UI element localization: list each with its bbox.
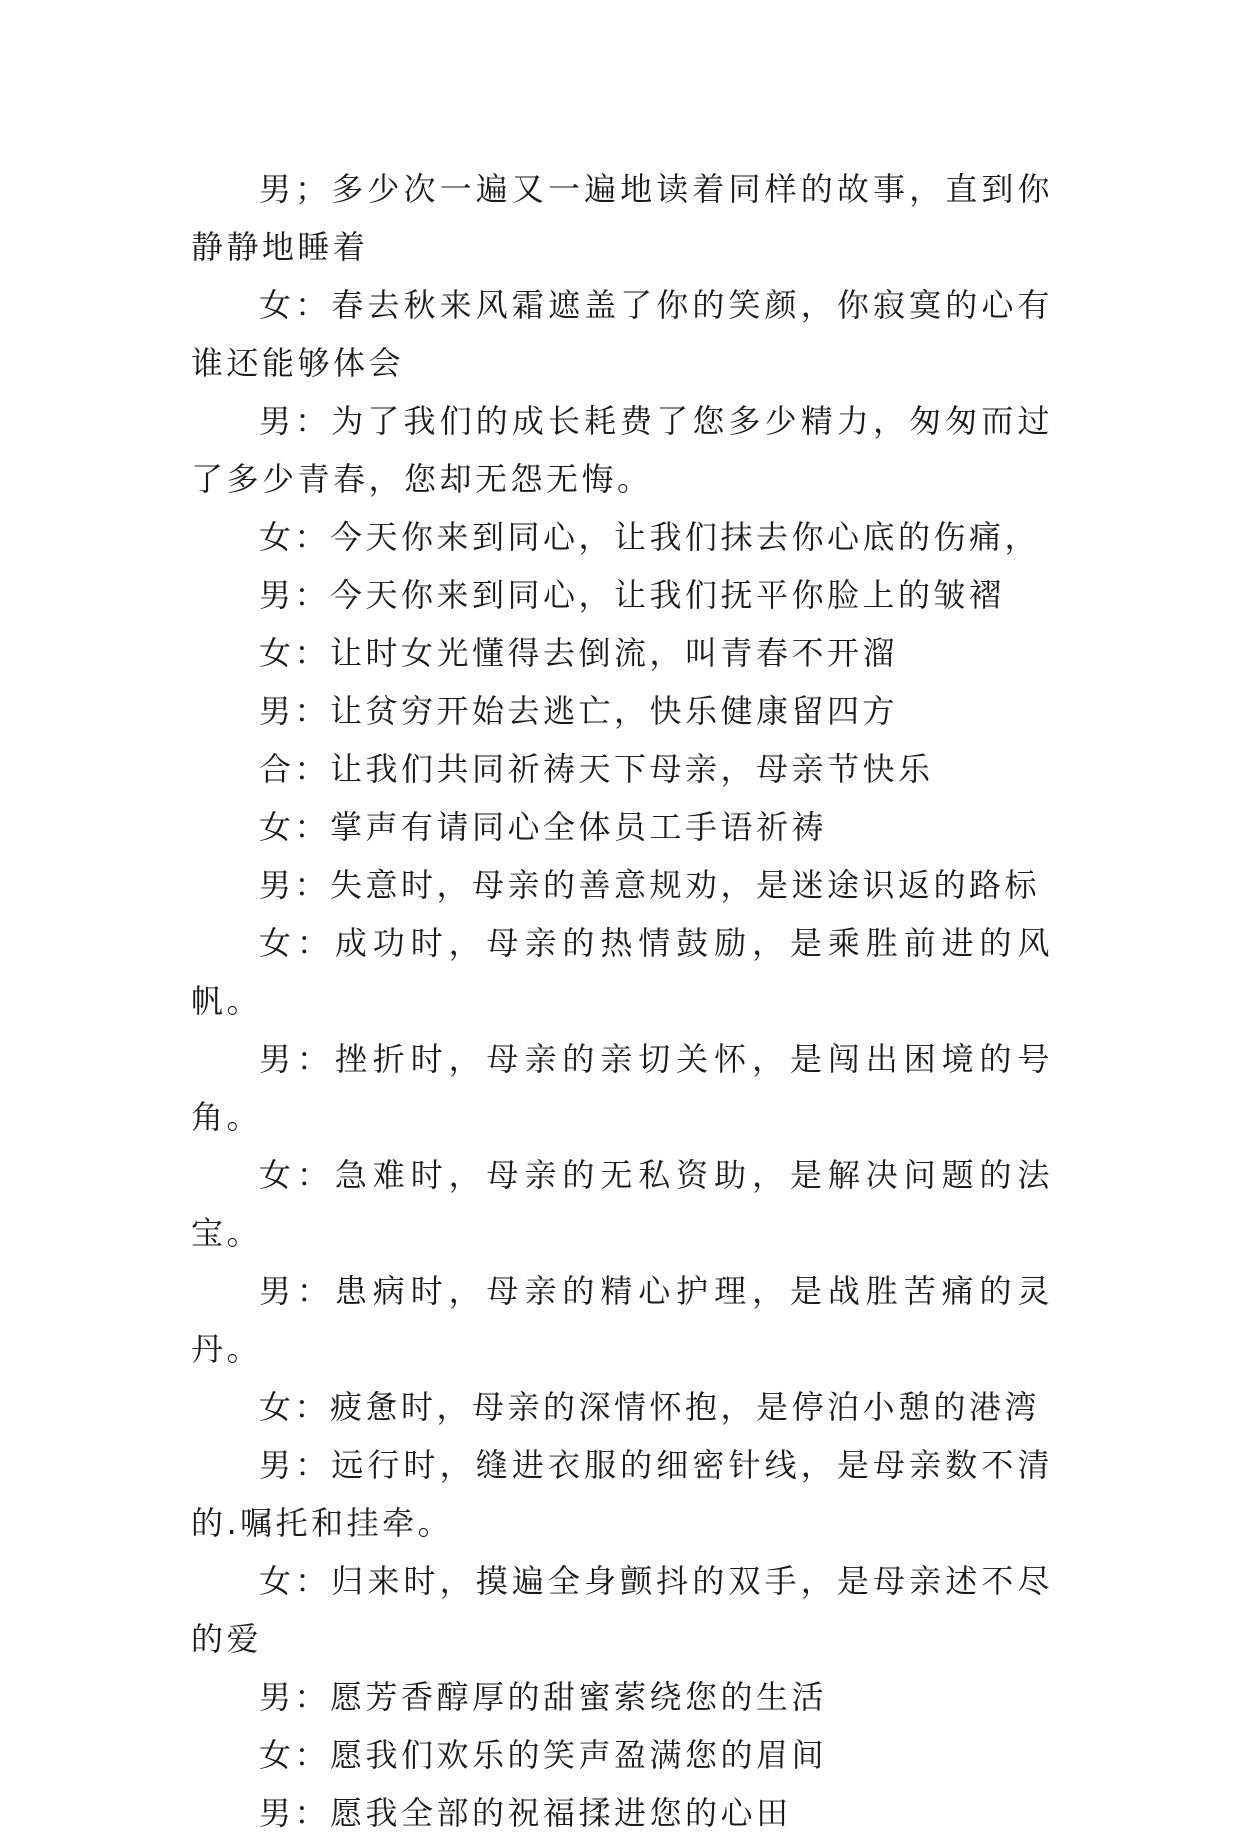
dialogue-line-3: 男：为了我们的成长耗费了您多少精力，匆匆而过了多少青春，您却无怨无悔。 [191,402,1053,498]
dialogue-line-4: 女：今天你来到同心，让我们抹去你心底的伤痛， [259,518,1041,556]
dialogue-line-1: 男；多少次一遍又一遍地读着同样的故事，直到你静静地睡着 [191,170,1053,266]
dialogue-line-2: 女：春去秋来风霜遮盖了你的笑颜，你寂寞的心有谁还能够体会 [191,286,1053,382]
dialogue-line-13: 女：急难时，母亲的无私资助，是解决问题的法宝。 [191,1156,1053,1252]
dialogue-line-19: 女：愿我们欢乐的笑声盈满您的眉间 [259,1736,828,1774]
dialogue-line-7: 男：让贫穷开始去逃亡，快乐健康留四方 [259,692,899,730]
dialogue-line-9: 女：掌声有请同心全体员工手语祈祷 [259,808,828,846]
dialogue-line-18: 男：愿芳香醇厚的甜蜜萦绕您的生活 [259,1678,828,1716]
dialogue-line-15: 女：疲惫时，母亲的深情怀抱，是停泊小憩的港湾 [259,1388,1041,1426]
dialogue-line-20: 男：愿我全部的祝福揉进您的心田 [259,1794,792,1832]
dialogue-line-8: 合：让我们共同祈祷天下母亲，母亲节快乐 [259,750,934,788]
dialogue-line-10: 男：失意时，母亲的善意规劝，是迷途识返的路标 [259,866,1041,904]
dialogue-line-11: 女：成功时，母亲的热情鼓励，是乘胜前进的风帆。 [191,924,1053,1020]
dialogue-line-14: 男：患病时，母亲的精心护理，是战胜苦痛的灵丹。 [191,1272,1053,1368]
dialogue-line-5: 男：今天你来到同心，让我们抚平你脸上的皱褶 [259,576,1005,614]
dialogue-line-16: 男：远行时，缝进衣服的细密针线，是母亲数不清的.嘱托和挂牵。 [191,1446,1053,1542]
document-body [191,160,1053,1842]
dialogue-line-6: 女：让时女光懂得去倒流，叫青春不开溜 [259,634,899,672]
dialogue-line-12: 男：挫折时，母亲的亲切关怀，是闯出困境的号角。 [191,1040,1053,1136]
dialogue-line-17: 女：归来时，摸遍全身颤抖的双手，是母亲述不尽的爱 [191,1562,1053,1658]
